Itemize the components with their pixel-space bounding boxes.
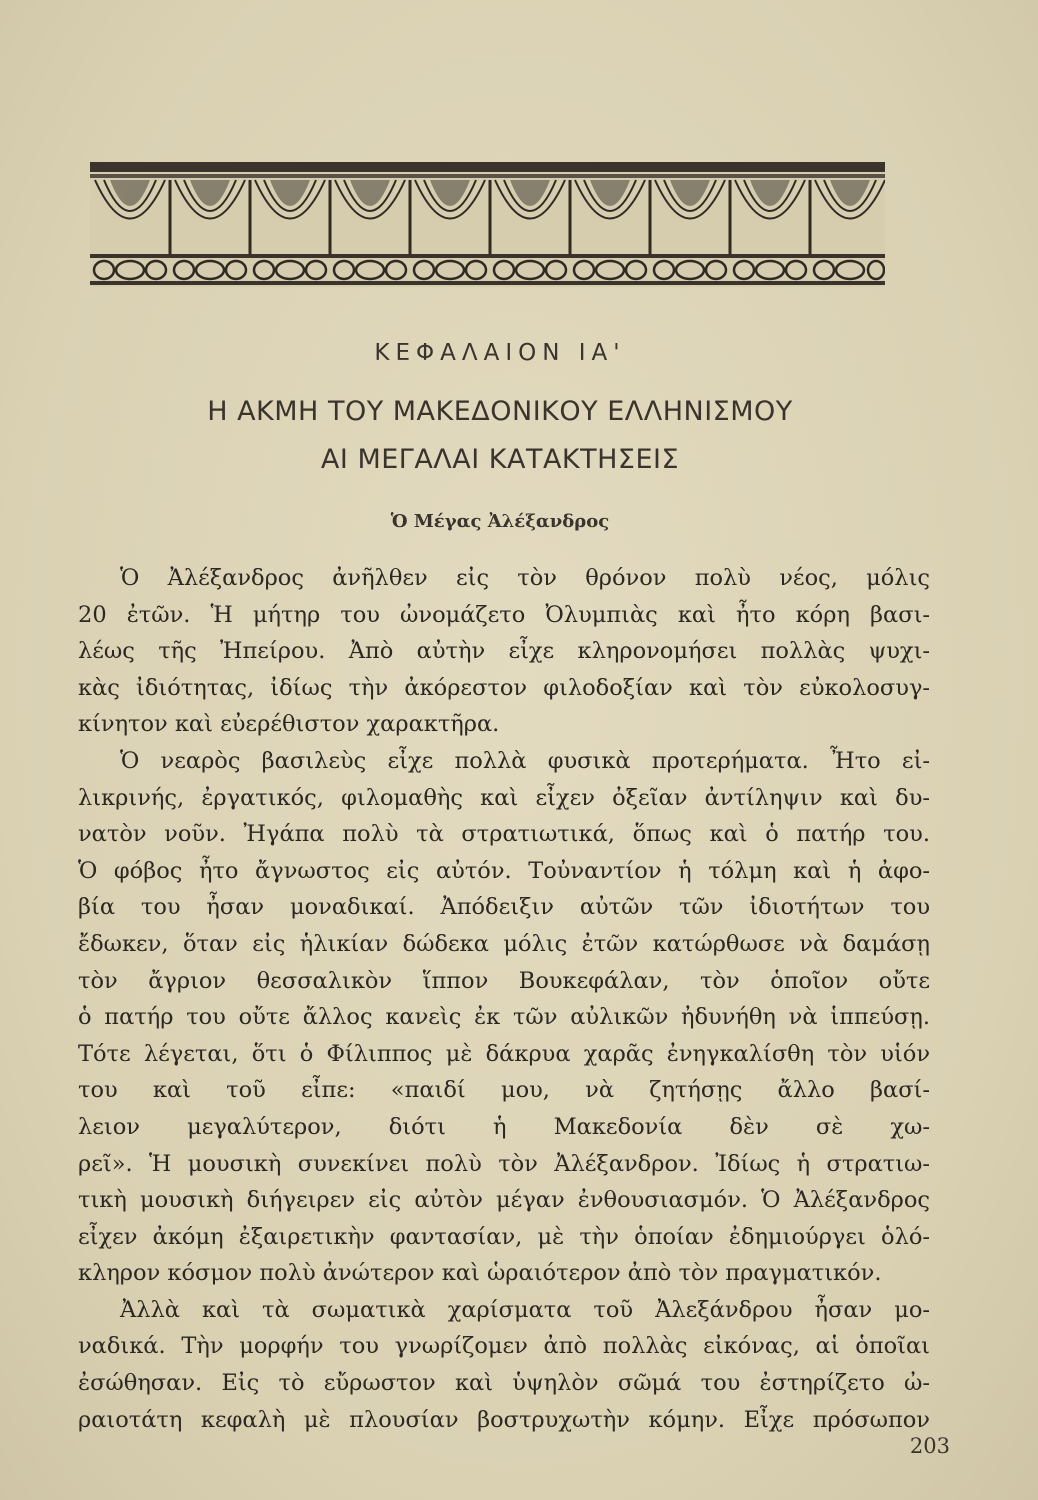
text-line: νατὸν νοῦν. Ἠγάπα πολὺ τὰ στρατιωτικά, ὅπως καὶ ὁ πατήρ του. <box>78 821 930 848</box>
text-line: Τότε λέγεται, ὅτι ὁ Φίλιππος μὲ δάκρυα χαρᾶς ἐνηγκαλίσθη τὸν υἱόν <box>78 1040 930 1067</box>
text-line: λειον μεγαλύτερον, διότι ἡ Μακεδονία δὲν σὲ χω- <box>78 1113 930 1140</box>
text-line: λικρινής, ἐργατικός, φιλομαθὴς καὶ εἶχεν ὀξεῖαν ἀντίληψιν καὶ δυ- <box>78 784 930 811</box>
text-line: ναδικά. Τὴν μορφήν του γνωρίζομεν ἀπὸ πολλὰς εἰκόνας, αἱ ὁποῖαι <box>78 1333 930 1360</box>
text-line: Ἀλλὰ καὶ τὰ σωματικὰ χαρίσματα τοῦ Ἀλεξάνδρου ἦσαν μο- <box>120 1296 930 1323</box>
text-line: κληρον κόσμον πολὺ ἀνώτερον καὶ ὡραιότερον ἀπὸ τὸν πραγματικόν. <box>78 1260 882 1287</box>
chapter-title: Η ΑΚΜΗ ΤΟΥ ΜΑΚΕΔΟΝΙΚΟΥ ΕΛΛΗΝΙΣΜΟΥ <box>207 396 793 427</box>
text-line: ἔδωκεν, ὅταν εἰς ἡλικίαν δώδεκα μόλις ἐτῶν κατώρθωσε νὰ δαμάσῃ <box>78 930 930 957</box>
text-line: ρεῖ». Ἡ μουσικὴ συνεκίνει πολὺ τὸν Ἀλέξανδρον. Ἰδίως ἡ στρατιω- <box>78 1150 930 1177</box>
chapter-heading: ΚΕΦΑΛΑΙΟΝ ΙΑ' <box>374 340 626 366</box>
text-line: λέως τῆς Ἠπείρου. Ἀπὸ αὐτὴν εἶχε κληρονομήσει πολλὰς ψυχι- <box>78 638 930 665</box>
text-line: ἐσώθησαν. Εἰς τὸ εὔρωστον καὶ ὑψηλὸν σῶμά του ἐστηρίζετο ὠ- <box>78 1370 930 1397</box>
text-line: τικὴ μουσικὴ διήγειρεν εἰς αὐτὸν μέγαν ἐνθουσιασμόν. Ὁ Ἀλέξανδρος <box>78 1187 930 1214</box>
text-line: βία του ἦσαν μοναδικαί. Ἀπόδειξιν αὐτῶν τῶν ἰδιοτήτων του <box>78 894 930 921</box>
text-line: τὸν ἄγριον θεσσαλικὸν ἵππον Βουκεφάλαν, τὸν ὁποῖον οὔτε <box>78 967 930 994</box>
text-line: ραιοτάτη κεφαλὴ μὲ πλουσίαν βοστρυχωτὴν κόμην. Εἶχε πρόσωπον <box>78 1406 930 1433</box>
text-line: του καὶ τοῦ εἶπε: «παιδί μου, νὰ ζητήσῃς ἄλλο βασί- <box>78 1077 930 1104</box>
text-line: κίνητον καὶ εὐερέθιστον χαρακτῆρα. <box>78 711 500 738</box>
page-number: 203 <box>909 1434 950 1458</box>
text-line: ὁ πατήρ του οὔτε ἄλλος κανεὶς ἐκ τῶν αὐλικῶν ἠδυνήθη νὰ ἱππεύσῃ. <box>78 1004 930 1031</box>
text-line: εἶχεν ἀκόμη ἐξαιρετικὴν φαντασίαν, μὲ τὴν ὁποίαν ἐδημιούργει ὁλό- <box>78 1223 930 1250</box>
body-text <box>78 560 930 1438</box>
text-line: Ὁ Ἀλέξανδρος ἀνῆλθεν εἰς τὸν θρόνον πολὺ νέος, μόλις <box>120 565 930 591</box>
section-heading: Ὁ Μέγας Ἀλέξανδρος <box>390 511 610 532</box>
decorative-frieze-icon <box>90 162 885 287</box>
text-line: κὰς ἰδιότητας, ἰδίως τὴν ἀκόρεστον φιλοδοξίαν καὶ τὸν εὐκολοσυγ- <box>78 674 930 701</box>
text-line: 20 ἐτῶν. Ἡ μήτηρ του ὠνομάζετο Ὀλυμπιὰς καὶ ἦτο κόρη βασι- <box>78 601 930 628</box>
chapter-subtitle: ΑΙ ΜΕΓΑΛΑΙ ΚΑΤΑΚΤΗΣΕΙΣ <box>320 444 680 475</box>
text-line: Ὁ φόβος ἦτο ἄγνωστος εἰς αὐτόν. Τοὐναντίον ἡ τόλμη καὶ ἡ ἀφο- <box>78 857 930 884</box>
text-line: Ὁ νεαρὸς βασιλεὺς εἶχε πολλὰ φυσικὰ προτερήματα. Ἦτο εἰ- <box>120 747 930 774</box>
